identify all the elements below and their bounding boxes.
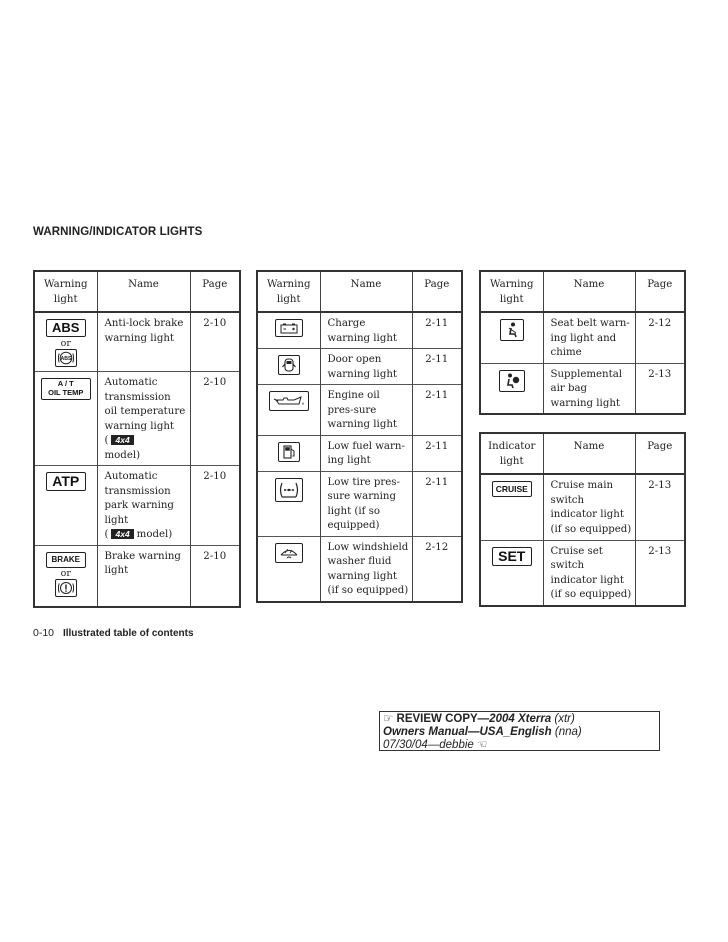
header-warning-light: Warning light bbox=[257, 271, 320, 312]
page-brake: 2-10 bbox=[190, 545, 240, 607]
set-icon: SET bbox=[492, 547, 532, 566]
fuel-pump-icon bbox=[278, 442, 300, 462]
page-at-oil-temp: 2-10 bbox=[190, 372, 240, 466]
page-cruise: 2-13 bbox=[635, 474, 685, 540]
airbag-icon-cell bbox=[480, 363, 543, 414]
warning-lights-table-1 bbox=[33, 270, 241, 608]
four-by-four-icon: 4x4 bbox=[111, 435, 133, 445]
atp-icon: ATP bbox=[46, 472, 86, 491]
washer-fluid-icon-cell bbox=[257, 536, 320, 602]
name-low-tire: Low tire pres-sure warning light (if so equipped) bbox=[320, 471, 412, 536]
charge-icon-cell bbox=[257, 312, 320, 349]
page-washer-fluid: 2-12 bbox=[412, 536, 462, 602]
atp-icon-cell bbox=[34, 466, 97, 546]
door-open-icon bbox=[278, 355, 300, 375]
page-engine-oil: 2-11 bbox=[412, 385, 462, 436]
header-page: Page bbox=[635, 271, 685, 312]
name-door-open: Door open warning light bbox=[320, 349, 412, 385]
manual-label: Owners Manual—USA_English bbox=[383, 726, 552, 738]
review-copy-box bbox=[379, 711, 660, 751]
page-number: 0-10 bbox=[33, 627, 55, 639]
abs-icon: ABS bbox=[46, 319, 86, 337]
warning-lights-table-3 bbox=[479, 270, 686, 415]
page-abs: 2-10 bbox=[190, 312, 240, 372]
or-label: or bbox=[60, 567, 71, 579]
header-name: Name bbox=[543, 433, 635, 474]
header-name: Name bbox=[543, 271, 635, 312]
abs-icon-cell bbox=[34, 312, 97, 372]
hand-pointing-right-icon: ☞ bbox=[383, 713, 394, 725]
brake-circle-icon bbox=[55, 579, 77, 597]
name-atp: Automatic transmission park warning light ( 4x4 model) bbox=[97, 466, 190, 546]
at-oil-temp-icon: A / T OIL TEMP bbox=[41, 378, 91, 400]
page-airbag: 2-13 bbox=[635, 363, 685, 414]
header-page: Page bbox=[190, 271, 240, 312]
abs-small-text: ABS bbox=[60, 355, 72, 362]
page-seat-belt: 2-12 bbox=[635, 312, 685, 363]
name-engine-oil: Engine oil pres-sure warning light bbox=[320, 385, 412, 436]
header-warning-light: Warning light bbox=[480, 271, 543, 312]
name-cruise: Cruise main switch indicator light (if so equipped) bbox=[543, 474, 635, 540]
page-atp: 2-10 bbox=[190, 466, 240, 546]
seat-belt-icon bbox=[500, 319, 524, 341]
cruise-icon: CRUISE bbox=[492, 481, 532, 497]
manual-code: (nna) bbox=[554, 726, 582, 738]
battery-icon bbox=[275, 319, 303, 337]
airbag-icon bbox=[499, 370, 525, 392]
brake-icon: BRAKE bbox=[46, 552, 86, 568]
name-washer-fluid: Low windshield washer fluid warning light (if so equipped) bbox=[320, 536, 412, 602]
page-charge: 2-11 bbox=[412, 312, 462, 349]
or-label: or bbox=[60, 337, 71, 349]
name-at-oil-temp: Automatic transmission oil temperature warning light ( 4x4 model) bbox=[97, 372, 190, 466]
header-page: Page bbox=[412, 271, 462, 312]
name-set: Cruise set switch indicator light (if so equipped) bbox=[543, 540, 635, 606]
door-open-icon-cell bbox=[257, 349, 320, 385]
washer-fluid-icon bbox=[275, 543, 303, 563]
review-copy-label: REVIEW COPY— bbox=[396, 713, 490, 725]
page-low-tire: 2-11 bbox=[412, 471, 462, 536]
at-oil-temp-icon-cell bbox=[34, 372, 97, 466]
warning-lights-table-2 bbox=[256, 270, 463, 603]
abs-circle-icon bbox=[55, 349, 77, 367]
page-footer bbox=[33, 627, 194, 639]
engine-oil-icon-cell bbox=[257, 385, 320, 436]
footer-title: Illustrated table of contents bbox=[62, 628, 194, 639]
hand-pointing-left-icon: ☜ bbox=[477, 739, 488, 751]
name-low-fuel: Low fuel warn-ing light bbox=[320, 435, 412, 471]
section-title: WARNING/INDICATOR LIGHTS bbox=[33, 226, 203, 238]
header-name: Name bbox=[97, 271, 190, 312]
page-set: 2-13 bbox=[635, 540, 685, 606]
oil-can-icon bbox=[269, 391, 309, 411]
indicator-lights-table bbox=[479, 432, 686, 607]
page-door-open: 2-11 bbox=[412, 349, 462, 385]
header-warning-light: Warning light bbox=[34, 271, 97, 312]
tire-pressure-icon bbox=[275, 478, 303, 502]
name-charge: Charge warning light bbox=[320, 312, 412, 349]
date-user: 07/30/04—debbie bbox=[383, 739, 474, 751]
page-low-fuel: 2-11 bbox=[412, 435, 462, 471]
set-icon-cell bbox=[480, 540, 543, 606]
low-tire-icon-cell bbox=[257, 471, 320, 536]
name-brake: Brake warning light bbox=[97, 545, 190, 607]
header-name: Name bbox=[320, 271, 412, 312]
cruise-icon-cell bbox=[480, 474, 543, 540]
seat-belt-icon-cell bbox=[480, 312, 543, 363]
name-seat-belt: Seat belt warn-ing light and chime bbox=[543, 312, 635, 363]
low-fuel-icon-cell bbox=[257, 435, 320, 471]
name-abs: Anti-lock brake warning light bbox=[97, 312, 190, 372]
header-indicator-light: Indicator light bbox=[480, 433, 543, 474]
model-code: (xtr) bbox=[554, 713, 575, 725]
header-page: Page bbox=[635, 433, 685, 474]
name-airbag: Supplemental air bag warning light bbox=[543, 363, 635, 414]
brake-icon-cell bbox=[34, 545, 97, 607]
model-label: 2004 Xterra bbox=[489, 713, 552, 725]
four-by-four-icon: 4x4 bbox=[111, 529, 133, 539]
